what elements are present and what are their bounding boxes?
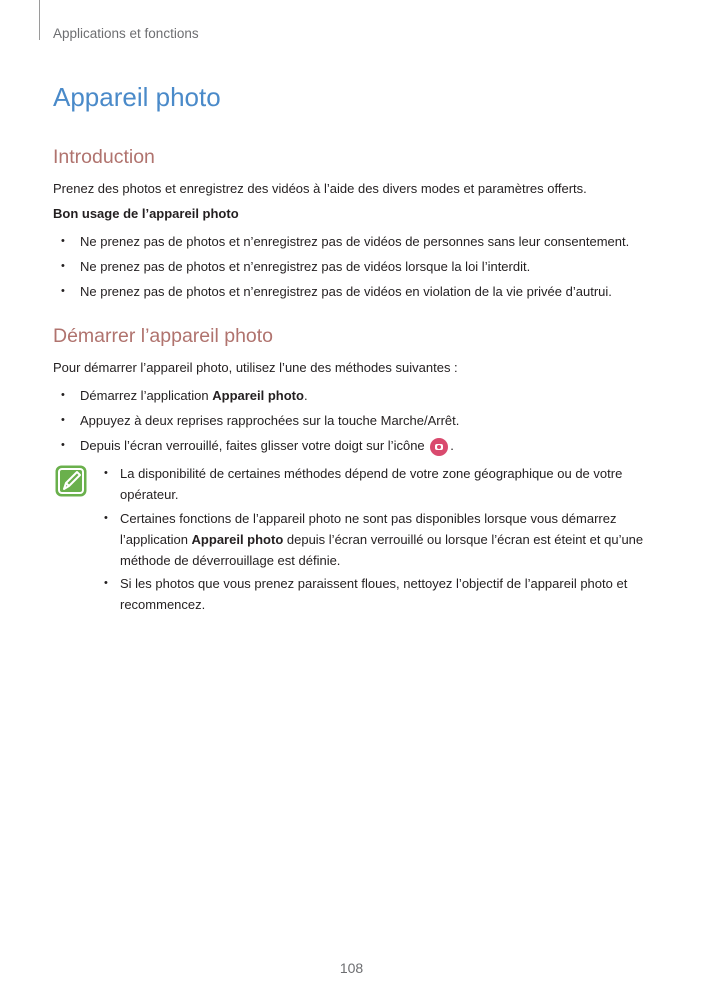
bullet-icon: • <box>104 577 108 589</box>
bullet-icon: • <box>61 389 65 401</box>
start-bullet-list <box>53 387 459 462</box>
note-item <box>94 573 654 615</box>
list-item-text: Ne prenez pas de photos et n’enregistrez pas de vidéos en violation de la vie privée d’autrui. <box>80 284 612 299</box>
list-item-text: Depuis l’écran verrouillé, faites glisser votre doigt sur l’icône <box>80 438 429 453</box>
start-paragraph: Pour démarrer l’appareil photo, utilisez l’une des méthodes suivantes : <box>53 360 458 375</box>
list-item <box>53 387 459 412</box>
list-item-text: Ne prenez pas de photos et n’enregistrez pas de vidéos lorsque la loi l’interdit. <box>80 259 531 274</box>
note-text: depuis l’écran verrouillé ou lorsque l’écran est éteint et qu’une méthode de déverrouillage est définie. <box>120 531 644 568</box>
list-item <box>53 233 629 258</box>
app-name: Appareil photo <box>212 388 304 403</box>
note-text: La disponibilité de certaines méthodes dépend de votre zone géographique ou de votre opérateur. <box>120 466 623 502</box>
notes-list <box>94 463 654 618</box>
note-text: Si les photos que vous prenez paraissent floues, nettoyez l’objectif de l’appareil photo et recommencez. <box>120 576 628 612</box>
list-item <box>53 258 629 283</box>
bullet-icon: • <box>61 439 65 451</box>
note-text: Certaines fonctions de l’appareil photo ne sont pas disponibles lorsque vous démarrez l’application <box>120 510 617 547</box>
punctuation: . <box>303 388 308 403</box>
list-item <box>53 412 459 437</box>
camera-app-icon <box>430 438 448 456</box>
punctuation: . <box>450 438 454 453</box>
list-item-text: Démarrez l’application <box>80 388 213 403</box>
bullet-icon: • <box>61 235 65 247</box>
header-rule <box>39 0 40 40</box>
bullet-icon: • <box>104 467 108 479</box>
note-item <box>94 508 654 571</box>
intro-paragraph: Prenez des photos et enregistrez des vidéos à l’aide des divers modes et paramètres offerts. <box>53 181 587 196</box>
section-heading-introduction: Introduction <box>53 146 155 168</box>
bullet-icon: • <box>61 414 65 426</box>
list-item-text: Appuyez à deux reprises rapprochées sur la touche Marche/Arrêt. <box>80 413 460 428</box>
intro-bullet-list <box>53 233 629 308</box>
page-number: 108 <box>339 960 364 976</box>
bullet-icon: • <box>61 285 65 297</box>
list-item <box>53 437 459 462</box>
bullet-icon: • <box>61 260 65 272</box>
list-item <box>53 283 629 308</box>
app-name: Appareil photo <box>191 531 284 547</box>
bullet-icon: • <box>104 511 108 524</box>
page-title: Appareil photo <box>53 82 221 112</box>
intro-subheading: Bon usage de l’appareil photo <box>53 206 239 221</box>
list-item-text: Ne prenez pas de photos et n’enregistrez pas de vidéos de personnes sans leur consentement. <box>80 234 630 249</box>
section-heading-start: Démarrer l’appareil photo <box>53 325 274 347</box>
note-item <box>94 463 654 505</box>
running-header: Applications et fonctions <box>53 26 199 41</box>
note-pencil-icon <box>54 464 88 498</box>
